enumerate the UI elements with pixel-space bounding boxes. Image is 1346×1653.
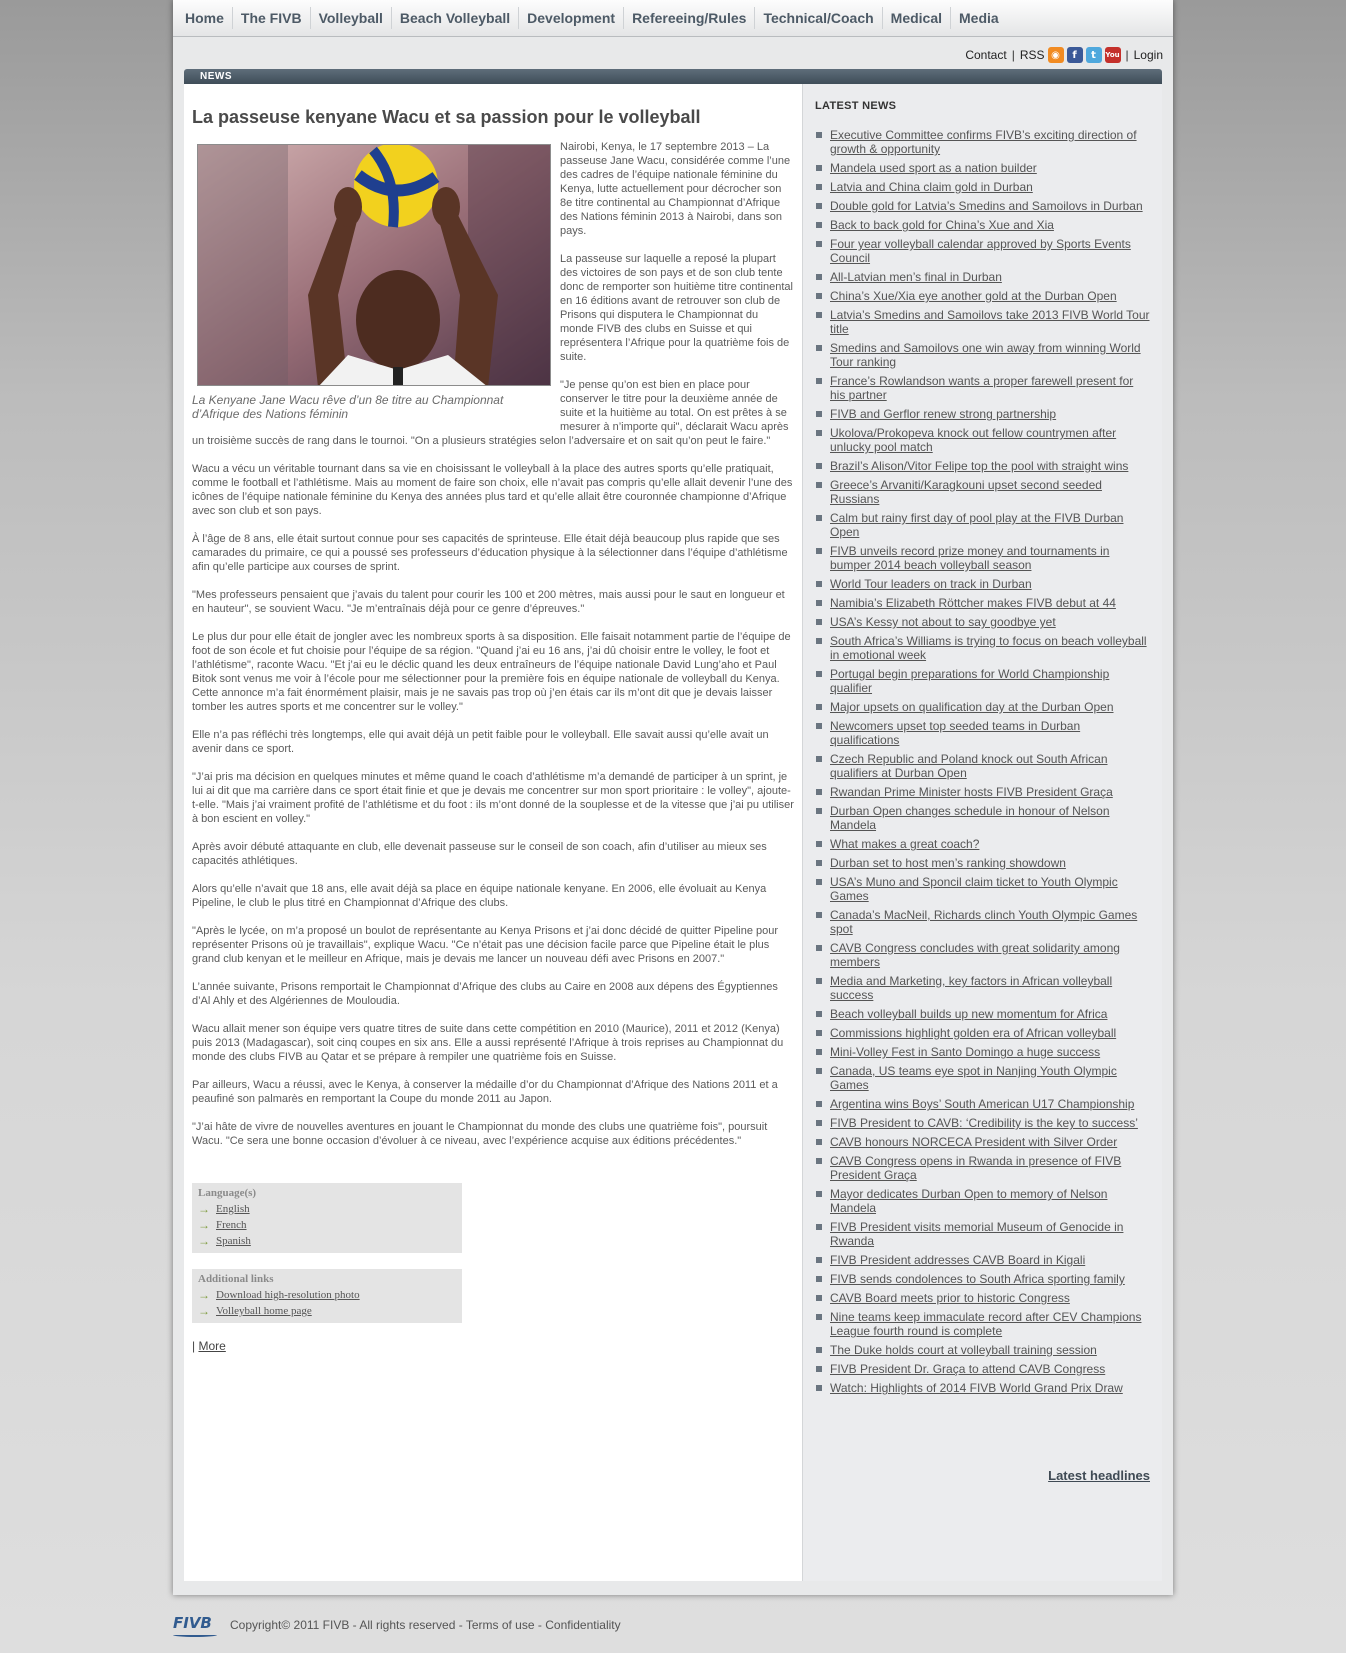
article-paragraph: Wacu a vécu un véritable tournant dans sa vie en choisissant le volleyball à la place des autres sports qu’elle pratiquait, comme le football et l’athlétisme. Mais au moment de faire son choix, elle n’avait pas compris qu’elle allait devenir l’une des icônes de l’équipe nationale féminine du Kenya des années plus tard et qu’elle allait être couronnée championne d’Afrique avec son club et son pays.	[192, 463, 793, 517]
news-list-item	[815, 908, 1150, 936]
language-item	[198, 1217, 456, 1233]
additional-link-item	[198, 1287, 456, 1303]
bullet-square-icon	[816, 704, 822, 710]
nav-medical[interactable]: Medical	[883, 7, 951, 29]
news-list-item	[815, 374, 1150, 402]
additional-links-title: Additional links	[198, 1273, 274, 1285]
bullet-square-icon	[816, 1139, 822, 1145]
news-link[interactable]: CAVB Congress opens in Rwanda in presence of FIVB President Graça	[830, 1154, 1122, 1182]
bullet-square-icon	[816, 241, 822, 247]
news-link[interactable]: France’s Rowlandson wants a proper farewell present for his partner	[830, 374, 1134, 402]
bullet-square-icon	[816, 222, 822, 228]
news-list-item	[815, 478, 1150, 506]
news-link[interactable]: Four year volleyball calendar approved by Sports Events Council	[830, 237, 1131, 265]
news-link[interactable]: Executive Committee confirms FIVB’s exciting direction of growth & opportunity	[830, 128, 1137, 156]
article-paragraph: Après avoir débuté attaquante en club, elle devenait passeuse sur le conseil de son coach, afin d’utiliser au mieux ses capacités athlétiques.	[192, 841, 767, 867]
news-link[interactable]: Smedins and Samoilovs one win away from winning World Tour ranking	[830, 341, 1141, 369]
twitter-icon[interactable]: t	[1086, 47, 1102, 63]
bullet-square-icon	[816, 463, 822, 469]
news-link[interactable]: Commissions highlight golden era of African volleyball	[830, 1026, 1117, 1040]
nav-the-fivb[interactable]: The FIVB	[233, 7, 311, 29]
news-link[interactable]: Portugal begin preparations for World Championship qualifier	[830, 667, 1110, 695]
bullet-square-icon	[816, 1366, 822, 1372]
article-content	[184, 84, 802, 1581]
bullet-square-icon	[816, 978, 822, 984]
more-line	[192, 1339, 794, 1353]
bullet-square-icon	[816, 1011, 822, 1017]
nav-beach-volleyball[interactable]: Beach Volleyball	[392, 7, 519, 29]
bullet-square-icon	[816, 860, 822, 866]
news-list-item	[815, 700, 1150, 714]
news-link[interactable]: CAVB Congress concludes with great solidarity among members	[830, 941, 1120, 969]
bullet-square-icon	[816, 184, 822, 190]
news-list-item	[815, 785, 1150, 799]
news-list-item	[815, 511, 1150, 539]
news-link[interactable]: Czech Republic and Poland knock out South African qualifiers at Durban Open	[830, 752, 1108, 780]
bullet-square-icon	[816, 378, 822, 384]
news-link[interactable]: Ukolova/Prokopeva knock out fellow countrymen after unlucky pool match	[830, 426, 1117, 454]
news-list-item	[815, 199, 1150, 213]
news-list-item	[815, 1135, 1150, 1149]
photo-caption: La Kenyane Jane Wacu rêve d’un 8e titre au Championnat d’Afrique des Nations féminin	[192, 393, 504, 421]
separator: |	[1011, 48, 1015, 62]
news-link[interactable]: Mini-Volley Fest in Santo Domingo a huge success	[830, 1045, 1101, 1059]
article-photo[interactable]	[197, 144, 551, 386]
news-list-item	[815, 615, 1150, 629]
copyright	[230, 1618, 621, 1632]
news-link[interactable]: World Tour leaders on track in Durban	[830, 577, 1032, 591]
bullet-square-icon	[816, 430, 822, 436]
logo-text: FIVB	[173, 1614, 212, 1632]
news-list-item	[815, 875, 1150, 903]
bullet-square-icon	[816, 312, 822, 318]
news-link[interactable]: Greece’s Arvaniti/Karagkouni upset second seeded Russians	[830, 478, 1102, 506]
article-paragraph: Elle n’a pas réfléchi très longtemps, elle qui avait déjà un petit faible pour le volleyball. Elle savait aussi qu’elle avait un avenir dans ce sport.	[192, 729, 769, 755]
page-container	[173, 0, 1173, 1595]
news-link[interactable]: Latvia’s Smedins and Samoilovs take 2013 FIVB World Tour title	[830, 308, 1150, 336]
article-paragraph: À l’âge de 8 ans, elle était surtout connue pour ses capacités de sprinteuse. Elle était déjà beaucoup plus rapide que ses camarades du primaire, ce qui a poussé ses professeurs d’éducation physique à la sélectionner dans l’équipe d’athlétisme afin qu’elle participe aux courses de sprint.	[192, 533, 788, 573]
article-paragraph: "J’ai hâte de vivre de nouvelles aventures en jouant le Championnat du monde des clubs une quatrième fois", poursuit Wacu. "Ce sera une bonne occasion d’évoluer à ce niveau, avec l’expérience acquise aux éditions précédentes."	[192, 1121, 768, 1147]
bullet-square-icon	[816, 548, 822, 554]
news-link[interactable]: All-Latvian men’s final in Durban	[830, 270, 1002, 284]
news-link[interactable]: The Duke holds court at volleyball training session	[830, 1343, 1097, 1357]
arrow-right-icon: →	[198, 1304, 210, 1318]
article-paragraph: L’année suivante, Prisons remportait le Championnat d’Afrique des clubs au Caire en 2008 aux dépens des Égyptiennes d’Al Ahly et des Algériennes de Mouloudia.	[192, 981, 778, 1007]
login-link[interactable]: Login	[1133, 48, 1163, 62]
confidentiality-link[interactable]: Confidentiality	[545, 1618, 621, 1632]
news-list-item	[815, 941, 1150, 969]
bullet-square-icon	[816, 1385, 822, 1391]
volleyball-player-illustration	[198, 145, 551, 386]
article-paragraph: Le plus dur pour elle était de jongler avec les nombreux sports à sa disposition. Elle faisait notamment partie de l’équipe de foot de son école et fut choisie pour l’équipe de sa région. "Quand j’ai eu 16 ans, j’ai dû choisir entre le volley, le foot et l’athlétisme", raconte Wacu. "Et j’ai eu le déclic quand les deux entraîneurs de l’équipe nationale David Lung’aho et Paul Bitok sont venus me voir à l’école pour me sélectionner pour la première fois en équipe nationale de volleyball du Kenya. Cette annonce m’a fait énormément plaisir, mais je ne savais pas trop où j’en étais car ils m’ont dit que je devais laisser tomber les autres sports et me concentrer sur le volley."	[192, 631, 791, 713]
nav-volleyball[interactable]: Volleyball	[311, 7, 392, 29]
news-link[interactable]: USA’s Muno and Sponcil claim ticket to Youth Olympic Games	[830, 875, 1118, 903]
arrow-right-icon: →	[198, 1202, 210, 1216]
news-link[interactable]: Durban set to host men’s ranking showdown	[830, 856, 1066, 870]
bullet-square-icon	[816, 132, 822, 138]
news-list-item	[815, 1381, 1150, 1395]
languages-box	[192, 1183, 462, 1253]
news-list-item	[815, 1187, 1150, 1215]
news-list-item	[815, 180, 1150, 194]
nav-home[interactable]: Home	[177, 7, 233, 29]
news-list-item	[815, 804, 1150, 832]
bullet-square-icon	[816, 482, 822, 488]
bullet-square-icon	[816, 1224, 822, 1230]
news-list-item	[815, 407, 1150, 421]
news-link[interactable]: FIVB President Dr. Graça to attend CAVB Congress	[830, 1362, 1106, 1376]
bullet-square-icon	[816, 411, 822, 417]
bullet-square-icon	[816, 1314, 822, 1320]
bullet-square-icon	[816, 841, 822, 847]
bullet-square-icon	[816, 1120, 822, 1126]
bullet-square-icon	[816, 1257, 822, 1263]
news-link[interactable]: Brazil’s Alison/Vitor Felipe top the pool with straight wins	[830, 459, 1129, 473]
bullet-square-icon	[816, 1068, 822, 1074]
news-link[interactable]: Canada, US teams eye spot in Nanjing Youth Olympic Games	[830, 1064, 1117, 1092]
news-list-item	[815, 752, 1150, 780]
nav-development[interactable]: Development	[519, 7, 624, 29]
news-link[interactable]: Double gold for Latvia’s Smedins and Samoilovs in Durban	[830, 199, 1143, 213]
bullet-square-icon	[816, 1276, 822, 1282]
bullet-square-icon	[816, 723, 822, 729]
bullet-square-icon	[816, 274, 822, 280]
latest-news-title: LATEST NEWS	[815, 100, 897, 112]
nav-media[interactable]: Media	[959, 10, 999, 26]
news-list-item	[815, 577, 1150, 591]
news-list-item	[815, 270, 1150, 284]
news-list-item	[815, 634, 1150, 662]
news-list-item	[815, 1220, 1150, 1248]
news-link[interactable]: Watch: Highlights of 2014 FIVB World Grand Prix Draw	[830, 1381, 1123, 1395]
news-list-item	[815, 128, 1150, 156]
news-link[interactable]: USA’s Kessy not about to say goodbye yet	[830, 615, 1056, 629]
news-list-item	[815, 237, 1150, 265]
news-list-item	[815, 1026, 1150, 1040]
news-link[interactable]: Mandela used sport as a nation builder	[830, 161, 1037, 175]
article-title: La passeuse kenyane Wacu et sa passion pour le volleyball	[192, 107, 701, 127]
news-link[interactable]: Canada’s MacNeil, Richards clinch Youth Olympic Games spot	[830, 908, 1138, 936]
separator: |	[1125, 48, 1129, 62]
article-paragraph: "Je pense qu’on est bien en place pour conserver le titre pour la deuxième année de suite et la huitième au total. On est prêtes à se mesurer à n’importe qui", déclarait Wacu après un troisième succès de rang dans le tournoi. "On a plusieurs stratégies selon l’adversaire et on sait qu’on peut le faire."	[192, 379, 789, 447]
photo-box	[192, 144, 552, 421]
news-list-item	[815, 1116, 1150, 1130]
news-link[interactable]: Argentina wins Boys’ South American U17 Championship	[830, 1097, 1135, 1111]
news-link[interactable]: Durban Open changes schedule in honour of Nelson Mandela	[830, 804, 1110, 832]
language-spanish-link[interactable]: Spanish	[216, 1235, 251, 1247]
news-link[interactable]: FIVB President addresses CAVB Board in Kigali	[830, 1253, 1086, 1267]
article-paragraph: "J’ai pris ma décision en quelques minutes et même quand le coach d’athlétisme m’a demandé de participer à un sprint, je lui ai dit que ma carrière dans ce sport était finie et que je devais me concentrer sur mon sport prioritaire : le volley", ajoute-t-elle. "Mais j’ai vraiment profité de l’athlétisme et du foot : ils m’ont donné de la souplesse et de la vitesse que j’ai pu utiliser à bon escient en volley."	[192, 771, 794, 825]
additional-links-box	[192, 1269, 462, 1323]
arrow-right-icon: →	[198, 1218, 210, 1232]
bullet-square-icon	[816, 879, 822, 885]
article-paragraph: La passeuse sur laquelle a reposé la plupart des victoires de son pays et de son club tente donc de remporter son huitième titre continental en 16 éditions avant de retrouver son club de Prisons qui disputera le Championnat du monde FIVB des clubs en Suisse et qui représentera l’Afrique pour la quatrième fois de suite.	[560, 253, 793, 363]
bullet-square-icon	[816, 1191, 822, 1197]
news-list-item	[815, 1362, 1150, 1376]
news-list-item	[815, 1045, 1150, 1059]
language-item	[198, 1233, 456, 1249]
additional-link-item	[198, 1303, 456, 1319]
news-link[interactable]: CAVB honours NORCECA President with Silver Order	[830, 1135, 1118, 1149]
nav-refereeing-rules[interactable]: Refereeing/Rules	[624, 7, 755, 29]
news-list-item	[815, 1097, 1150, 1111]
bullet-square-icon	[816, 600, 822, 606]
news-list-item	[815, 719, 1150, 747]
article-paragraph: "Après le lycée, on m’a proposé un boulot de représentante au Kenya Prisons et j’ai donc décidé de quitter Pipeline pour représenter Prisons où je travaillais", explique Wacu. "Ce n’était pas une décision facile parce que Pipeline était le plus grand club kenyan et le meilleur en Afrique, mais je devais me lancer un nouveau défi avec Prisons en 2007."	[192, 925, 779, 965]
bullet-square-icon	[816, 912, 822, 918]
news-link[interactable]: Nine teams keep immaculate record after CEV Champions League fourth round is complete	[830, 1310, 1142, 1338]
news-link[interactable]: FIVB unveils record prize money and tournaments in bumper 2014 beach volleyball season	[830, 544, 1110, 572]
news-list-item	[815, 667, 1150, 695]
news-list-item	[815, 1343, 1150, 1357]
bullet-square-icon	[816, 1101, 822, 1107]
bullet-square-icon	[816, 345, 822, 351]
news-link[interactable]: China’s Xue/Xia eye another gold at the Durban Open	[830, 289, 1117, 303]
copyright-text: Copyright© 2011 FIVB - All rights reserved -	[230, 1618, 463, 1632]
language-french-link[interactable]: French	[216, 1219, 247, 1231]
news-list-item	[815, 544, 1150, 572]
latest-news-sidebar	[802, 84, 1162, 1581]
news-list-item	[815, 1007, 1150, 1021]
bullet-square-icon	[816, 1158, 822, 1164]
separator: |	[192, 1339, 196, 1353]
news-link[interactable]: Back to back gold for China’s Xue and Xia	[830, 218, 1054, 232]
news-link[interactable]: Newcomers upset top seeded teams in Durban qualifications	[830, 719, 1081, 747]
news-link[interactable]: FIVB President to CAVB: ‘Credibility is the key to success’	[830, 1116, 1138, 1130]
news-link[interactable]: Media and Marketing, key factors in African volleyball success	[830, 974, 1113, 1002]
news-link[interactable]: South Africa’s Williams is trying to focus on beach volleyball in emotional week	[830, 634, 1147, 662]
news-list-item	[815, 596, 1150, 610]
news-list-item	[815, 426, 1150, 454]
article-paragraph: Wacu allait mener son équipe vers quatre titres de suite dans cette compétition en 2010 (Maurice), 2011 et 2012 (Kenya) puis 2013 (Madagascar), soit cinq coupes en six ans. Elle a aussi représenté l’Afrique à trois reprises au Championnat du monde des clubs FIVB au Qatar et se prépare à rempiler une quatrième fois en Suisse.	[192, 1023, 784, 1063]
news-list-item	[815, 341, 1150, 369]
bullet-square-icon	[816, 203, 822, 209]
bullet-square-icon	[816, 581, 822, 587]
rss-link[interactable]: RSS	[1019, 48, 1045, 62]
news-link[interactable]: Calm but rainy first day of pool play at the FIVB Durban Open	[830, 511, 1124, 539]
news-list-item	[815, 459, 1150, 473]
contact-link[interactable]: Contact	[965, 48, 1007, 62]
news-link[interactable]: What makes a great coach?	[830, 837, 980, 851]
bullet-square-icon	[816, 1295, 822, 1301]
news-list-item	[815, 1310, 1150, 1338]
utility-bar	[965, 46, 1163, 64]
news-link[interactable]: Latvia and China claim gold in Durban	[830, 180, 1033, 194]
bullet-square-icon	[816, 619, 822, 625]
latest-headlines-link[interactable]: Latest headlines	[1048, 1468, 1150, 1483]
news-list-item	[815, 1253, 1150, 1267]
terms-of-use-link[interactable]: Terms of use	[465, 1618, 535, 1632]
bullet-square-icon	[816, 945, 822, 951]
article-paragraph: Nairobi, Kenya, le 17 septembre 2013 – La passeuse Jane Wacu, considérée comme l’une des cadres de l’équipe nationale féminine du Kenya, lutte actuellement pour décrocher son 8e titre continental au Championnat d’Afrique des Nations féminin 2013 à Nairobi, dans son pays.	[560, 141, 791, 237]
news-list-item	[815, 1064, 1150, 1092]
download-photo-link[interactable]: Download high-resolution photo	[216, 1289, 360, 1301]
bullet-square-icon	[816, 293, 822, 299]
news-link[interactable]: Rwandan Prime Minister hosts FIVB President Graça	[830, 785, 1113, 799]
news-link[interactable]: FIVB President visits memorial Museum of Genocide in Rwanda	[830, 1220, 1124, 1248]
arrow-right-icon: →	[198, 1234, 210, 1248]
rss-icon[interactable]: ◉	[1048, 47, 1064, 63]
facebook-icon[interactable]: f	[1067, 47, 1083, 63]
news-list	[815, 128, 1150, 1395]
news-list-item	[815, 856, 1150, 870]
languages-title: Language(s)	[198, 1187, 257, 1199]
bullet-square-icon	[816, 1347, 822, 1353]
bullet-square-icon	[816, 515, 822, 521]
bullet-square-icon	[816, 165, 822, 171]
bullet-square-icon	[816, 671, 822, 677]
news-link[interactable]: Mayor dedicates Durban Open to memory of Nelson Mandela	[830, 1187, 1108, 1215]
arrow-right-icon: →	[198, 1288, 210, 1302]
news-list-item	[815, 837, 1150, 851]
bullet-square-icon	[816, 638, 822, 644]
article-paragraph: "Mes professeurs pensaient que j’avais du talent pour courir les 100 et 200 mètres, mais aussi pour le saut en longueur et en hauteur", se souvient Wacu. "Je m’entraînais déjà pour ce genre d’épreuves."	[192, 589, 785, 615]
bullet-square-icon	[816, 1049, 822, 1055]
footer	[173, 1610, 1173, 1640]
bullet-square-icon	[816, 1030, 822, 1036]
article-paragraph: Alors qu’elle n’avait que 18 ans, elle avait déjà sa place en équipe nationale kenyane. En 2006, elle évoluait au Kenya Pipeline, le club le plus titré en Championnat d’Afrique des clubs.	[192, 883, 767, 909]
section-header: NEWS	[184, 69, 1162, 84]
news-link[interactable]: CAVB Board meets prior to historic Congress	[830, 1291, 1070, 1305]
bullet-square-icon	[816, 789, 822, 795]
fivb-logo[interactable]	[173, 1613, 230, 1637]
news-link[interactable]: FIVB and Gerflor renew strong partnership	[830, 407, 1057, 421]
news-list-item	[815, 289, 1150, 303]
language-item	[198, 1201, 456, 1217]
news-list-item	[815, 1154, 1150, 1182]
news-link[interactable]: Namibia’s Elizabeth Röttcher makes FIVB debut at 44	[830, 596, 1116, 610]
news-list-item	[815, 308, 1150, 336]
youtube-icon[interactable]: You	[1105, 47, 1121, 63]
volleyball-home-link[interactable]: Volleyball home page	[216, 1305, 312, 1317]
bullet-square-icon	[816, 756, 822, 762]
article-paragraph: Par ailleurs, Wacu a réussi, avec le Kenya, à conserver la médaille d’or du Championnat d’Afrique des Nations 2011 et a peaufiné son palmarès en remportant la Coupe du monde 2011 au Japon.	[192, 1079, 778, 1105]
news-list-item	[815, 161, 1150, 175]
news-list-item	[815, 1272, 1150, 1286]
top-navigation	[173, 0, 1173, 37]
bullet-square-icon	[816, 808, 822, 814]
news-link[interactable]: FIVB sends condolences to South Africa sporting family	[830, 1272, 1125, 1286]
more-link[interactable]: More	[198, 1339, 226, 1353]
news-list-item	[815, 218, 1150, 232]
news-list-item	[815, 974, 1150, 1002]
news-list-item	[815, 1291, 1150, 1305]
nav-technical-coach[interactable]: Technical/Coach	[755, 7, 882, 29]
logo-swoosh	[173, 1633, 217, 1637]
news-link[interactable]: Beach volleyball builds up new momentum for Africa	[830, 1007, 1108, 1021]
separator: -	[537, 1618, 542, 1632]
news-link[interactable]: Major upsets on qualification day at the Durban Open	[830, 700, 1114, 714]
language-english-link[interactable]: English	[216, 1203, 250, 1215]
